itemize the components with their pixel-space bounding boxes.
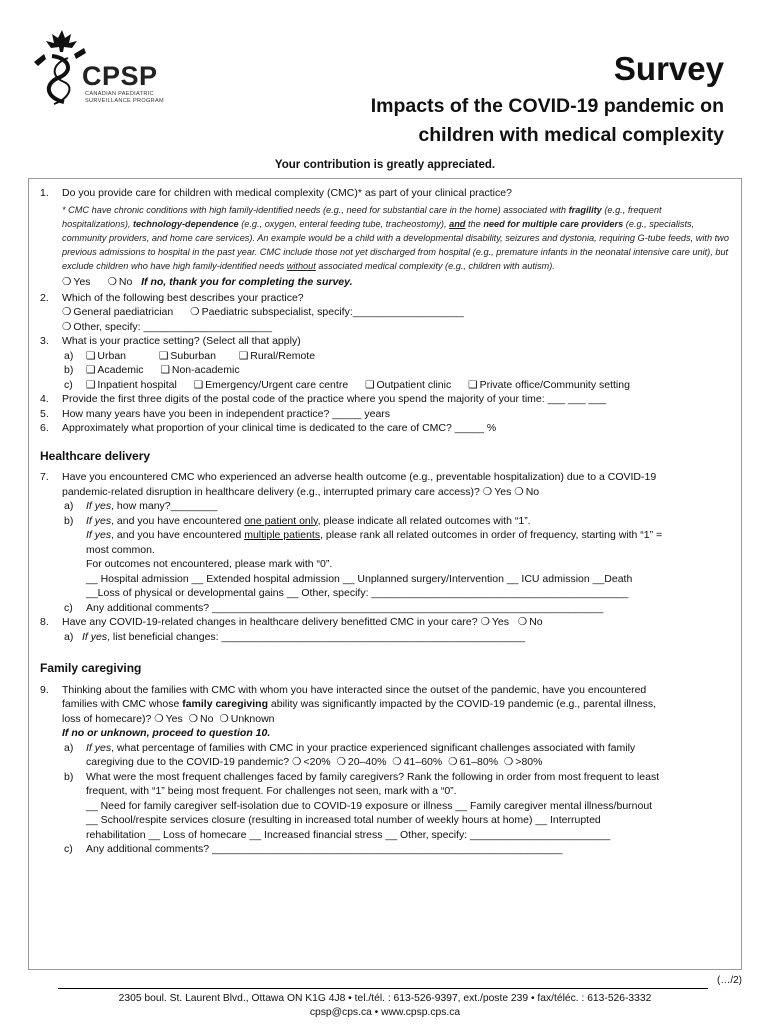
- question-text: Provide the first three digits of the postal code of the practice where you spend the majority of your time: ___ ___ ___: [62, 393, 606, 406]
- q7b-line-2: [86, 528, 730, 542]
- sub-text: frequent, with “1” being most frequent. For challenges not seen, mark with a “0”.: [86, 785, 457, 798]
- question-number: 2.: [40, 291, 49, 304]
- option-label: Yes: [165, 712, 183, 725]
- sub-letter: a): [64, 741, 74, 754]
- question-7: [40, 470, 730, 499]
- footer-contact: cpsp@cps.ca • www.cpsp.cps.ca: [309, 1007, 461, 1019]
- option-label: Unknown: [230, 712, 275, 725]
- question-text: Which of the following best describes your practice?: [62, 291, 304, 304]
- section-healthcare-delivery: Healthcare delivery: [40, 448, 151, 463]
- question-text: Thinking about the families with CMC with whom you have interacted since the outset of the pandemic, have you encountered: [62, 683, 647, 696]
- note-bold: need for multiple care providers: [483, 219, 624, 230]
- option-label: Inpatient hospital: [97, 378, 177, 391]
- radio-q9-yes[interactable]: [154, 713, 183, 725]
- option-label: No: [525, 485, 540, 498]
- footer-divider: [58, 988, 708, 989]
- note-text: (e.g., oxygen, enteral feeding tube, tracheostomy),: [238, 219, 450, 230]
- italic-text: If yes: [82, 630, 108, 643]
- sub-text: , what percentage of families with CMC in your practice experienced significant challenges associated with family: [111, 741, 636, 754]
- radio-q9a-lt20[interactable]: [292, 756, 331, 768]
- survey-content: [40, 186, 730, 857]
- italic-text: If yes: [86, 741, 112, 754]
- sub-letter: c): [64, 601, 73, 614]
- question-5[interactable]: [40, 407, 730, 421]
- question-text-line-3: [62, 712, 730, 726]
- question-number: 4.: [40, 393, 49, 406]
- question-number: 5.: [40, 407, 49, 420]
- question-number: 6.: [40, 422, 49, 435]
- page-title: Survey: [613, 50, 724, 87]
- q2-answers-2: [40, 320, 730, 334]
- question-text: families with CMC whose: [62, 698, 183, 711]
- sub-letter: c): [64, 843, 73, 856]
- sub-text: , please rank all related outcomes in order of frequency, starting with “1” =: [320, 529, 663, 542]
- comments-field[interactable]: Any additional comments? ____________________________________________________________: [86, 843, 563, 856]
- option-label: Yes: [491, 616, 510, 629]
- sub-text: , please indicate all related outcomes with “1”.: [317, 514, 531, 527]
- checkbox-icon: ❑: [365, 378, 375, 391]
- sub-letter: b): [64, 514, 74, 527]
- radio-q1-yes[interactable]: [62, 276, 91, 288]
- checkbox-icon: ❑: [86, 364, 96, 377]
- question-text: Approximately what proportion of your clinical time is dedicated to the care of CMC? _____ %: [62, 422, 497, 435]
- radio-icon: ❍: [62, 306, 72, 319]
- question-9: [40, 683, 730, 741]
- question-number: 8.: [40, 616, 49, 629]
- radio-icon: ❍: [188, 712, 199, 725]
- note-underline: and: [449, 219, 466, 230]
- option-label: Yes: [494, 485, 512, 498]
- question-text: Have any COVID-19-related changes in healthcare delivery benefitted CMC in your care?: [62, 616, 478, 629]
- question-8: [40, 615, 730, 629]
- radio-icon: ❍: [392, 756, 402, 769]
- radio-q9a-41-60[interactable]: [392, 756, 442, 768]
- italic-text: If yes: [86, 500, 112, 513]
- sub-letter: b): [64, 364, 74, 377]
- note-text: * CMC have chronic conditions with high family-identified needs (e.g., need for substantial care in the home) associated with: [62, 205, 569, 216]
- comments-field[interactable]: Any additional comments? ___________________________________________________________________: [86, 601, 604, 614]
- radio-q9a-20-40[interactable]: [336, 756, 386, 768]
- checkbox-outpatient[interactable]: [365, 379, 451, 391]
- q9c[interactable]: [40, 842, 730, 856]
- q9a: [40, 741, 730, 770]
- radio-q7-no[interactable]: [514, 486, 539, 498]
- italic-text: If yes: [86, 514, 112, 527]
- checkbox-rural[interactable]: [239, 350, 315, 362]
- option-label: 20–40%: [347, 756, 387, 769]
- radio-icon: ❍: [62, 276, 72, 289]
- page-subtitle: Impacts of the COVID-19 pandemic on children with medical complexity: [370, 95, 724, 147]
- radio-q7-yes[interactable]: [483, 486, 512, 498]
- radio-icon: ❍: [107, 276, 117, 289]
- question-text: loss of homecare)?: [62, 712, 152, 725]
- radio-icon: ❍: [292, 756, 302, 769]
- question-text-line-2: [62, 697, 730, 711]
- sub-text: , and you have encountered: [111, 529, 245, 542]
- italic-text: If yes: [86, 529, 112, 542]
- question-1: [40, 186, 730, 200]
- checkbox-icon: ❑: [160, 364, 170, 377]
- question-text: What is your practice setting? (Select all that apply): [62, 335, 301, 348]
- option-label: Other, specify: ______________________: [73, 320, 272, 333]
- option-label: Outpatient clinic: [376, 378, 452, 391]
- option-label: Suburban: [170, 349, 216, 362]
- skip-instruction: If no or unknown, proceed to question 10.: [62, 727, 271, 740]
- sub-text: , and you have encountered: [111, 514, 245, 527]
- logo-sub-line-1: CANADIAN PAEDIATRIC: [85, 91, 154, 97]
- option-label: Non-academic: [171, 364, 240, 377]
- radio-q1-no[interactable]: [107, 276, 132, 288]
- section-family-caregiving: Family caregiving: [40, 661, 142, 676]
- q1-answers: [40, 275, 730, 289]
- checkbox-suburban[interactable]: [159, 350, 216, 362]
- radio-icon: ❍: [480, 616, 490, 629]
- checkbox-emergency[interactable]: [194, 379, 348, 391]
- question-number: 3.: [40, 335, 49, 348]
- checkbox-inpatient[interactable]: [86, 379, 177, 391]
- option-label: Private office/Community setting: [479, 378, 630, 391]
- question-number: 1.: [40, 187, 49, 199]
- q3-row-c: [40, 378, 730, 392]
- option-label: >80%: [515, 756, 543, 769]
- sub-text: For outcomes not encountered, please mark with “0”.: [86, 558, 333, 571]
- option-label: Paediatric subspecialist, specify:___________________: [201, 306, 464, 319]
- radio-icon: ❍: [62, 320, 72, 333]
- checkbox-non-academic[interactable]: [160, 364, 239, 376]
- question-text: Have you encountered CMC who experienced an adverse health outcome (e.g., preventable hospitalization) due to a COVID-19: [62, 471, 657, 484]
- option-label: Academic: [97, 364, 144, 377]
- radio-icon: ❍: [482, 485, 493, 498]
- radio-q8-no[interactable]: [518, 616, 543, 628]
- sub-text: , how many?________: [111, 500, 218, 513]
- sub-letter: c): [64, 378, 73, 391]
- bold-text: family caregiving: [182, 698, 268, 711]
- sub-text: , list beneficial changes: ____________________________________________________: [107, 630, 526, 643]
- logo-subtitle: [85, 91, 164, 105]
- cmc-definition-note: [62, 204, 730, 273]
- sub-letter: a): [64, 630, 74, 643]
- radio-icon: ❍: [448, 756, 458, 769]
- q8a[interactable]: [40, 630, 730, 644]
- radio-q2-other[interactable]: [62, 321, 272, 333]
- question-text: ability was significantly impacted by the COVID-19 pandemic (e.g., parental illness,: [268, 698, 657, 711]
- footer: [0, 992, 770, 1021]
- checkbox-icon: ❑: [86, 378, 96, 391]
- question-text-line-2: [62, 485, 730, 499]
- sub-text: What were the most frequent challenges faced by family caregivers? Rank the following in order from most frequent to least: [86, 770, 660, 783]
- outcome-ranking-fields[interactable]: __ Hospital admission __ Extended hospital admission __ Unplanned surgery/Intervention __ ICU admission __Death: [86, 572, 633, 585]
- logo-wordmark: CPSP: [82, 61, 158, 91]
- q9a-line-1: [86, 741, 730, 755]
- q7b: [40, 514, 730, 601]
- note-bold: fragility: [568, 205, 602, 216]
- note-text: the: [465, 219, 484, 230]
- radio-icon: ❍: [514, 485, 524, 498]
- checkbox-icon: ❑: [238, 349, 249, 362]
- question-2: [40, 291, 730, 305]
- sub-letter: a): [64, 349, 74, 362]
- stop-instruction: If no, thank you for completing the survey.: [141, 276, 353, 289]
- radio-q2-general[interactable]: [62, 306, 173, 318]
- checkbox-private-office[interactable]: [468, 379, 630, 391]
- challenge-ranking-fields-3[interactable]: rehabilitation __ Loss of homecare __ Increased financial stress __ Other, specify: ________________________: [86, 828, 611, 841]
- checkbox-academic[interactable]: [86, 364, 144, 376]
- option-label: General paediatrician: [73, 306, 174, 319]
- sub-text: most common.: [86, 543, 155, 556]
- option-label: No: [529, 616, 543, 629]
- checkbox-icon: ❑: [193, 378, 204, 391]
- note-text: (e.g., frequent hospitalizations),: [62, 205, 662, 230]
- thanks-note: Your contribution is greatly appreciated.: [274, 159, 496, 171]
- maple-leaf-child-icon: [30, 28, 90, 108]
- outcome-ranking-fields-2[interactable]: __Loss of physical or developmental gains __ Other, specify: ____________________________________________: [86, 587, 629, 600]
- option-label: Urban: [97, 349, 127, 362]
- checkbox-icon: ❑: [468, 378, 478, 391]
- radio-q9a-gt80[interactable]: [504, 756, 543, 768]
- question-text: pandemic-related disruption in healthcare delivery (e.g., interrupted primary care access)?: [62, 485, 480, 498]
- q7c[interactable]: [40, 601, 730, 615]
- sub-letter: a): [64, 500, 74, 513]
- radio-icon: ❍: [517, 616, 528, 629]
- note-underline: without: [286, 260, 316, 271]
- q3-row-b: [40, 363, 730, 377]
- option-label: No: [118, 276, 133, 289]
- radio-icon: ❍: [154, 712, 164, 725]
- q7b-line-1: [86, 514, 730, 528]
- option-label: Emergency/Urgent care centre: [205, 378, 349, 391]
- question-text: Do you provide care for children with medical complexity (CMC)* as part of your clinical practice?: [62, 187, 512, 199]
- underlined-text: one patient only: [244, 514, 318, 527]
- radio-q9-no[interactable]: [189, 713, 214, 725]
- question-number: 7.: [40, 471, 49, 484]
- footer-address: 2305 boul. St. Laurent Blvd., Ottawa ON K1G 4J8 • tel./tél. : 613-526-9397, ext./poste 239 • fax/téléc. : 613-526-3332: [118, 993, 652, 1004]
- radio-icon: ❍: [219, 712, 229, 725]
- cpsp-logo: [30, 28, 190, 118]
- radio-q8-yes[interactable]: [480, 616, 509, 628]
- q3-row-a: [40, 349, 730, 363]
- note-text: (e.g., specialists, community providers, and home care services). An example would be a child with a developmental disability, seizures and dystonia, requiring G-tube feeds, with two previous admissions to hospital in the past year. CMC include those not yet discharged from hospital (e.g., premature infants in the neonatal intensive care unit), but exclude children who have high family-identified needs: [62, 219, 729, 271]
- checkbox-icon: ❑: [158, 349, 169, 362]
- option-label: No: [200, 712, 214, 725]
- radio-icon: ❍: [190, 306, 200, 319]
- option-label: <20%: [303, 756, 331, 769]
- radio-q2-subspecialist[interactable]: [190, 306, 464, 318]
- page-continuation: (…/2): [717, 975, 742, 986]
- option-label: Yes: [73, 276, 91, 289]
- question-text: How many years have you been in independent practice? _____ years: [62, 407, 391, 420]
- note-bold: technology-dependence: [132, 219, 239, 230]
- sub-text: caregiving due to the COVID-19 pandemic?: [86, 756, 290, 769]
- challenge-ranking-fields[interactable]: __ Need for family caregiver self-isolation due to COVID-19 exposure or illness __ Family caregiver mental illness/burnout: [86, 799, 653, 812]
- logo-sub-line-2: SURVEILLANCE PROGRAM: [85, 98, 164, 104]
- option-label: Rural/Remote: [250, 349, 316, 362]
- option-label: 61–80%: [459, 756, 499, 769]
- question-3: [40, 334, 730, 348]
- q2-answers: [40, 305, 730, 319]
- q9b: [40, 770, 730, 842]
- q9a-line-2: [86, 755, 730, 769]
- radio-icon: ❍: [503, 756, 514, 769]
- question-4[interactable]: [40, 392, 730, 406]
- note-text: associated medical complexity (e.g., children with autism).: [315, 260, 555, 271]
- q7a[interactable]: [40, 499, 730, 513]
- question-6[interactable]: [40, 421, 730, 435]
- challenge-ranking-fields-2[interactable]: __ School/respite services closure (resulting in increased total number of weekly hours at home) __ Interrupted: [86, 814, 601, 827]
- radio-q9a-61-80[interactable]: [448, 756, 498, 768]
- radio-q9-unknown[interactable]: [219, 713, 274, 725]
- option-label: 41–60%: [403, 756, 443, 769]
- checkbox-urban[interactable]: [86, 350, 126, 362]
- radio-icon: ❍: [336, 756, 346, 769]
- question-number: 9.: [40, 683, 49, 696]
- underlined-text: multiple patients: [244, 529, 321, 542]
- sub-letter: b): [64, 770, 74, 783]
- checkbox-icon: ❑: [86, 349, 96, 362]
